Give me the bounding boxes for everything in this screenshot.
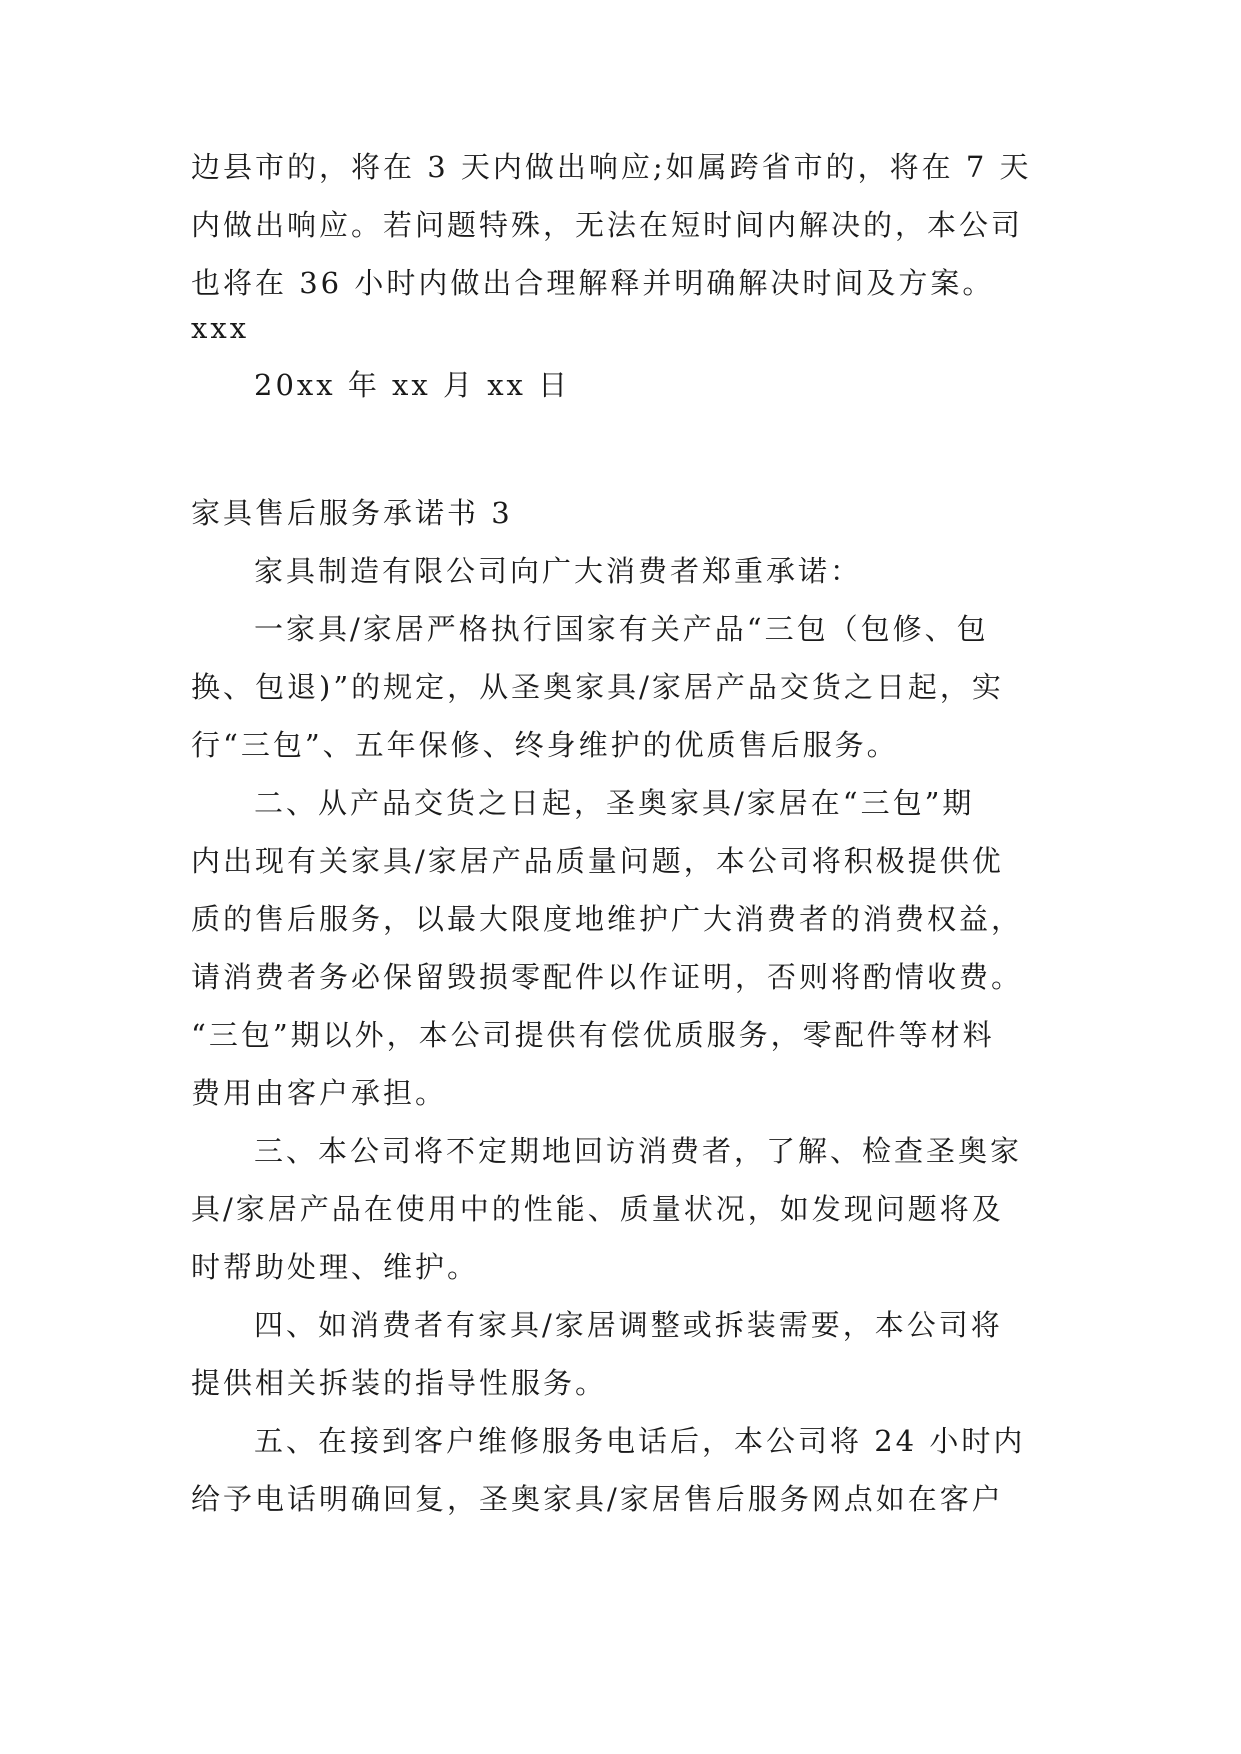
paragraph-4 (191, 1296, 1051, 1412)
text-line: 一家具/家居严格执行国家有关产品“三包（包修、包 (254, 612, 989, 646)
text-line: 具/家居产品在使用中的性能、质量状况，如发现问题将及 (191, 1192, 1004, 1226)
continuation-paragraph (191, 138, 1051, 312)
text-line: 质的售后服务，以最大限度地维护广大消费者的消费权益， (191, 902, 1024, 936)
paragraph-2 (191, 774, 1051, 1122)
signature-date: 20xx 年 xx 月 xx 日 (254, 368, 571, 402)
text-line: 边县市的，将在 3 天内做出响应;如属跨省市的，将在 7 天 (191, 150, 1032, 184)
text-line: 内做出响应。若问题特殊，无法在短时间内解决的，本公司 (191, 208, 1024, 242)
text-line: 五、在接到客户维修服务电话后，本公司将 24 小时内 (254, 1424, 1026, 1458)
text-line: 费用由客户承担。 (191, 1076, 448, 1110)
text-line: 时帮助处理、维护。 (191, 1250, 480, 1284)
text-line: 也将在 36 小时内做出合理解释并明确解决时间及方案。 (191, 266, 995, 300)
signature-name: xxx (191, 311, 250, 345)
text-line: “三包”期以外，本公司提供有偿优质服务，零配件等材料 (191, 1018, 995, 1052)
text-line: 二、从产品交货之日起，圣奥家具/家居在“三包”期 (254, 786, 975, 820)
paragraph-3 (191, 1122, 1051, 1296)
text-line: 请消费者务必保留毁损零配件以作证明，否则将酌情收费。 (191, 960, 1024, 994)
text-line: 四、如消费者有家具/家居调整或拆装需要，本公司将 (254, 1308, 1003, 1342)
paragraph-1 (191, 600, 1051, 774)
intro-paragraph: 家具制造有限公司向广大消费者郑重承诺： (254, 554, 863, 588)
text-line: 内出现有关家具/家居产品质量问题，本公司将积极提供优 (191, 844, 1004, 878)
section-title: 家具售后服务承诺书 3 (191, 496, 513, 530)
paragraph-5 (191, 1412, 1051, 1528)
text-line: 提供相关拆装的指导性服务。 (191, 1366, 608, 1400)
text-line: 行“三包”、五年保修、终身维护的优质售后服务。 (191, 728, 899, 762)
text-line: 给予电话明确回复，圣奥家具/家居售后服务网点如在客户 (191, 1482, 1004, 1516)
text-line: 换、包退)”的规定，从圣奥家具/家居产品交货之日起，实 (191, 670, 1004, 704)
text-line: 三、本公司将不定期地回访消费者，了解、检查圣奥家 (254, 1134, 1023, 1168)
